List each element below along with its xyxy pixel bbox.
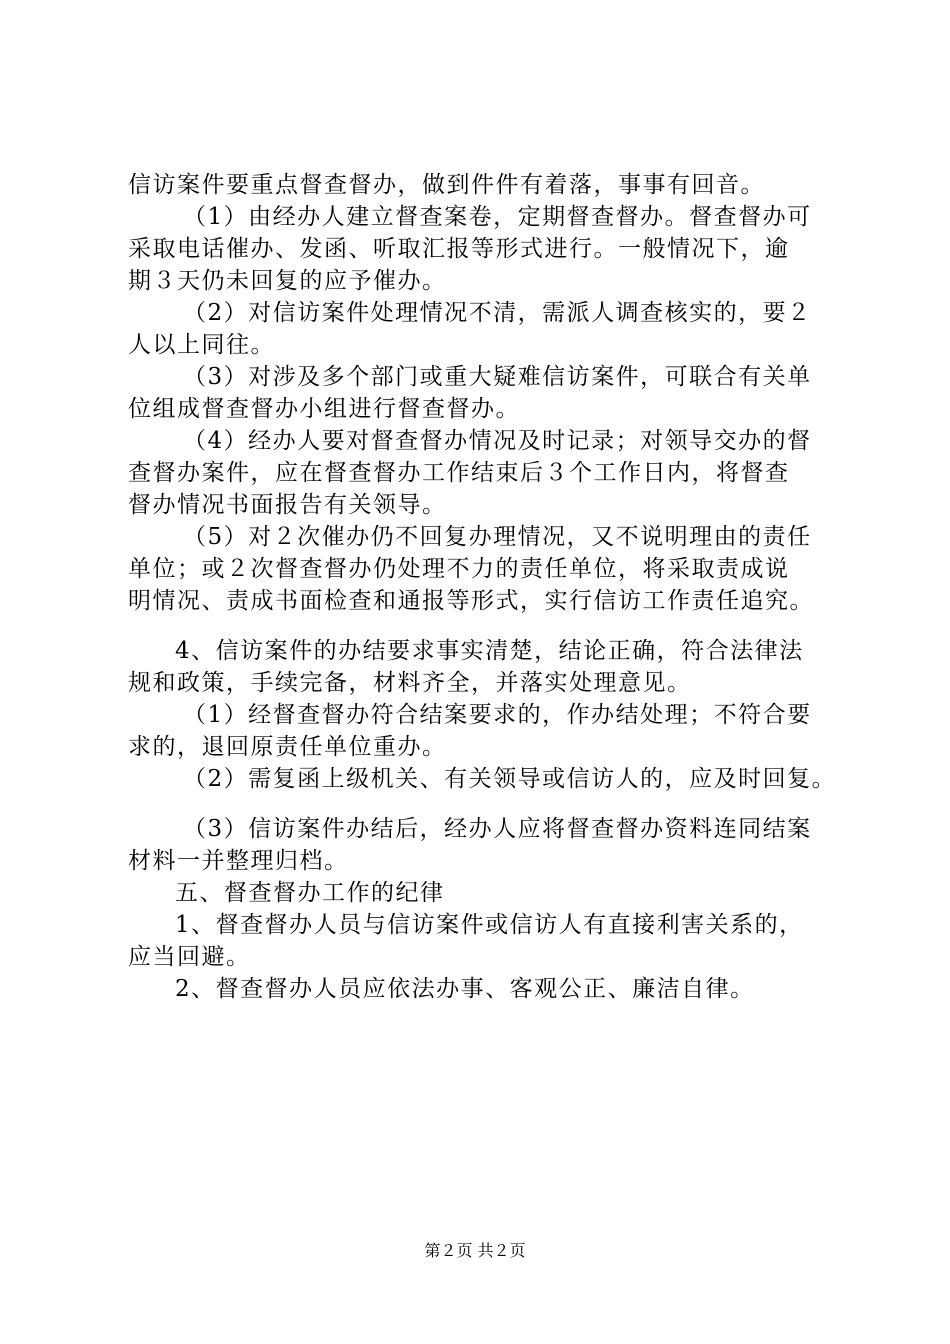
text-line-4: 期３天仍未回复的应予催办。 <box>128 268 447 294</box>
section-heading: 五、督查督办工作的纪律 <box>175 880 445 906</box>
text-line-19: （2）需复函上级机关、有关领导或信访人的，应及时回复。 <box>183 766 837 792</box>
text-line-20: （3）信访案件办结后，经办人应将督查督办资料连同结案 <box>183 816 812 842</box>
text-line-10: 查督办案件，应在督查督办工作结束后３个工作日内，将督查 <box>128 460 790 486</box>
text-line-23: 1、督查督办人员与信访案件或信访人有直接利害关系的， <box>175 912 804 938</box>
text-line-7: （3）对涉及多个部门或重大疑难信访案件，可联合有关单 <box>183 364 812 390</box>
text-line-13: 单位；或２次督查督办仍处理不力的责任单位，将采取责成说 <box>128 556 790 582</box>
text-line-25: 2、督查督办人员应依法办事、客观公正、廉洁自律。 <box>175 976 755 1002</box>
text-line-2: （1）由经办人建立督查案卷，定期督查督办。督查督办可 <box>183 204 812 230</box>
text-line-18: 求的，退回原责任单位重办。 <box>128 734 447 760</box>
text-line-16: 规和政策，手续完备，材料齐全，并落实处理意见。 <box>128 670 692 696</box>
text-line-6: 人以上同往。 <box>128 332 275 358</box>
text-line-15: 4、信访案件的办结要求事实清楚，结论正确，符合法律法 <box>175 638 804 664</box>
text-line-14: 明情况、责成书面检查和通报等形式，实行信访工作责任追究。 <box>128 588 814 614</box>
text-line-5: （2）对信访案件处理情况不清，需派人调查核实的，要２ <box>183 300 812 326</box>
text-line-12: （5）对２次催办仍不回复办理情况，又不说明理由的责任 <box>183 524 812 550</box>
text-line-11: 督办情况书面报告有关领导。 <box>128 492 447 518</box>
text-line-24: 应当回避。 <box>128 944 251 970</box>
text-line-8: 位组成督查督办小组进行督查督办。 <box>128 396 520 422</box>
page-footer: 第２页 共２页 <box>424 1241 526 1260</box>
text-line-9: （4）经办人要对督查督办情况及时记录；对领导交办的督 <box>183 428 812 454</box>
text-line-21: 材料一并整理归档。 <box>128 848 349 874</box>
text-line-1: 信访案件要重点督查督办，做到件件有着落，事事有回音。 <box>128 172 765 198</box>
text-line-17: （1）经督查督办符合结案要求的，作办结处理；不符合要 <box>183 702 812 728</box>
text-line-3: 采取电话催办、发函、听取汇报等形式进行。一般情况下，逾 <box>128 236 790 262</box>
